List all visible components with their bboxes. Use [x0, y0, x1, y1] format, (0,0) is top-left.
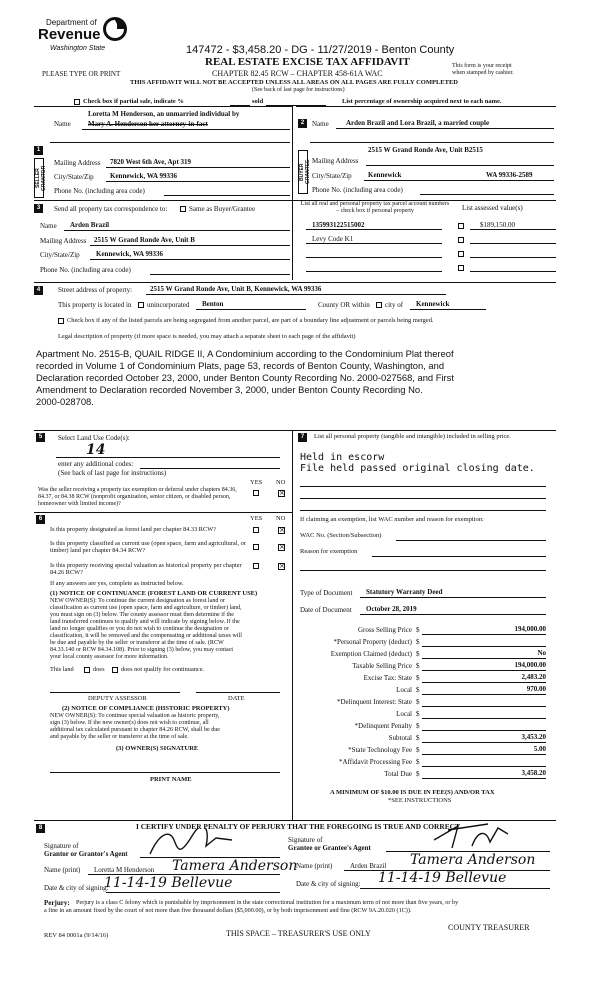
grantor-date-city-value: 11-14-19 Bellevue — [104, 875, 233, 891]
correspondence-city-value: Kennewick, WA 99336 — [96, 250, 163, 258]
tax-row-label: Local — [396, 686, 412, 694]
forest-q3: Is this property receiving special valuation as historical property per chapter 84.26 RCW? — [50, 562, 242, 576]
segregated-checkbox[interactable] — [58, 318, 64, 324]
unincorporated-label: unincorporated — [147, 301, 190, 309]
grantee-agent-signature: Tamera Anderson — [410, 852, 536, 868]
tax-row-currency: $ — [416, 758, 420, 766]
legal-description-line-5: 2000-028708. — [36, 396, 94, 407]
notice-continuance-line-5: land no longer qualifies or you do not wish to continue the designation or — [50, 626, 229, 632]
county-name-value: Benton — [202, 300, 224, 308]
treasurer-use-only: THIS SPACE – TREASURER'S USE ONLY — [226, 929, 371, 938]
partial-sale-checkbox[interactable] — [74, 99, 80, 105]
not-accepted-warning: THIS AFFIDAVIT WILL NOT BE ACCEPTED UNLESS ALL AREAS ON ALL PAGES ARE FULLY COMPLETED — [130, 79, 458, 86]
grantee-signature-scribble-icon — [428, 820, 528, 850]
grantee-name-print-label: Name (print) — [296, 862, 333, 870]
same-as-buyer-checkbox[interactable] — [180, 206, 186, 212]
partial-sale-label: Check box if partial sale, indicate % — [83, 98, 184, 105]
parcel-header: List all real and personal property tax parcel account numbers – check box if personal property — [300, 201, 450, 214]
seller-grantor-sidebar: SELLER GRANTOR — [34, 158, 44, 198]
grantor-date-city-label: Date & city of signing: — [44, 884, 109, 892]
parcel-number-2: Levy Code K1 — [312, 235, 354, 243]
tax-row-value: 194,000.00 — [514, 625, 546, 633]
if-yes-instruction: If any answers are yes, complete as instructed below. — [50, 580, 184, 587]
section-2-number: 2 — [298, 119, 307, 128]
print-name-label: PRINT NAME — [150, 776, 192, 783]
section-5-number: 5 — [36, 433, 45, 442]
list-percentage-note: List percentage of ownership acquired next to each name. — [342, 98, 502, 105]
minimum-fee-note: A MINIMUM OF $10.00 IS DUE IN FEE(S) AND/OR TAX — [330, 789, 495, 796]
does-not-label: does not qualify for continuance. — [121, 666, 205, 673]
tax-row-currency: $ — [416, 674, 420, 682]
dor-logo-mark-icon — [102, 16, 128, 42]
notice-continuance-line-9: your local county assessor for more information. — [50, 654, 169, 660]
unincorporated-checkbox[interactable] — [138, 302, 144, 308]
reason-exemption-label: Reason for exemption — [300, 548, 358, 555]
grantor-name-print-label: Name (print) — [44, 866, 81, 874]
receipt-note1: This form is your receipt — [452, 63, 512, 69]
notice-compliance-line-4: and payable by the seller or transferor at the time of sale. — [50, 734, 189, 740]
notice-compliance-line-2: sign (3) below. If the new owner(s) does not wish to continue, all — [50, 720, 209, 726]
section-7-number: 7 — [298, 433, 307, 442]
grantor-agent-signature: Tamera Anderson — [172, 858, 298, 874]
tax-row-label: Total Due — [384, 770, 412, 778]
tax-row-label: Local — [396, 710, 412, 718]
dor-logo — [40, 14, 132, 58]
document-type-value: Statutory Warranty Deed — [366, 588, 443, 596]
forest-q3-yes-checkbox[interactable] — [253, 563, 259, 569]
yes-header-5: YES — [250, 479, 263, 486]
no-header-5: NO — [276, 479, 286, 486]
seller-name-label: Name — [54, 120, 71, 128]
grantee-signature-label-1: Signature of — [288, 836, 323, 844]
wac-number-label: WAC No. (Section/Subsection) — [300, 532, 382, 539]
tax-row-currency: $ — [416, 626, 420, 634]
correspondence-name-label: Name — [40, 222, 57, 230]
document-date-value: October 28, 2019 — [366, 605, 417, 613]
buyer-address-line: 2515 W Grand Ronde Ave, Unit B2515 — [368, 146, 483, 154]
legal-description-line-4: Amendment to Declaration recorded November 3, 2000, under Benton County Recording No. — [36, 384, 423, 395]
seller-name-line1: Loretta M Henderson, an unmarried individual by — [88, 110, 240, 118]
personal-property-note-2: File held passed original closing date. — [300, 463, 535, 474]
seller-city-label: City/State/Zip — [54, 173, 94, 181]
recording-stamp: 147472 - $3,458.20 - DG - 11/27/2019 - Benton County — [186, 44, 455, 56]
form-revision: REV 84 0001a (9/14/16) — [44, 932, 109, 939]
correspondence-label: Send all property tax correspondence to: — [54, 205, 168, 213]
segregated-label: Check box if any of the listed parcels are being segregated from another parcel, are part of a boundary line adjustment or parcels being merged. — [67, 317, 434, 324]
same-as-buyer-label: Same as Buyer/Grantee — [189, 205, 256, 213]
agency-line3: Washington State — [50, 45, 106, 52]
notice-continuance-line-6: classification, it will be removed and the compensating or additional taxes will — [50, 633, 242, 639]
notice-continuance-line-3: you must sign on (3) below. The county assessor must then determine if the — [50, 612, 234, 618]
correspondence-mailing-value: 2515 W Grand Ronde Ave, Unit B — [94, 236, 195, 244]
tax-row-label: *Delinquent Penalty — [354, 722, 412, 730]
seller-mailing-label: Mailing Address — [54, 159, 101, 167]
exemption-no-checkbox-checked[interactable]: × — [279, 489, 285, 497]
grantor-signature-scribble[interactable] — [140, 828, 260, 858]
parcel-3-personal-checkbox[interactable] — [458, 251, 464, 257]
buyer-mailing-label: Mailing Address — [312, 157, 359, 165]
does-not-checkbox[interactable] — [112, 667, 118, 673]
seller-city-value: Kennewick, WA 99336 — [110, 172, 177, 180]
tax-row-value: 5.00 — [533, 745, 546, 753]
parcel-1-personal-checkbox[interactable] — [458, 223, 464, 229]
form-subtitle: CHAPTER 82.45 RCW – CHAPTER 458-61A WAC — [212, 69, 383, 78]
land-use-see-back: (See back of last page for instructions) — [58, 469, 167, 477]
grantor-name-print-value: Loretta M Henderson — [94, 866, 155, 874]
parcel-4-personal-checkbox[interactable] — [458, 265, 464, 271]
grantee-date-city-label: Date & city of signing: — [296, 880, 361, 888]
located-in-label: This property is located in — [58, 301, 132, 309]
see-back-instructions: (See back of last page for instructions) — [252, 87, 345, 93]
buyer-city-label: City/State/Zip — [312, 172, 352, 180]
grantor-signature-label-1: Signature of — [44, 842, 79, 850]
total-due-value: 3,458.20 — [521, 769, 546, 777]
grantor-signature-label-2: Grantor or Grantor's Agent — [44, 850, 128, 858]
tax-row-currency: $ — [416, 698, 420, 706]
tax-row-value: 3,453.20 — [521, 733, 546, 741]
does-label: does — [93, 666, 105, 673]
see-instructions-note: *SEE INSTRUCTIONS — [388, 797, 452, 804]
tax-row-label: *State Technology Fee — [348, 746, 412, 754]
correspondence-city-label: City/State/Zip — [40, 251, 80, 259]
grantee-date-city-value: 11-14-19 Bellevue — [378, 870, 507, 886]
forest-q1: Is this property designated as forest land per chapter 84.33 RCW? — [50, 526, 216, 533]
please-type: PLEASE TYPE OR PRINT — [42, 70, 121, 78]
seller-phone-label: Phone No. (including area code) — [54, 187, 145, 195]
section-8-number: 8 — [36, 824, 45, 833]
tax-row-currency: $ — [416, 734, 420, 742]
perjury-text-2: a fine in an amount fixed by the court of not more than five thousand dollars ($5,000.00), or by both imprisonment and fine (RCW 9A.20.020 (1C)). — [44, 907, 412, 914]
tax-row-currency: $ — [416, 650, 420, 658]
assessed-header: List assessed value(s) — [462, 204, 523, 212]
forest-q1-no-checkbox-checked[interactable]: × — [279, 526, 285, 534]
personal-property-note-1: Held in escorw — [300, 452, 385, 463]
parcel-2-personal-checkbox[interactable] — [458, 237, 464, 243]
exemption-wac-label: If claiming an exemption, list WAC number and reason for exemption: — [300, 516, 484, 523]
grantee-name-print-value: Arden Brazil — [350, 862, 387, 870]
street-label: Street address of property: — [58, 286, 133, 294]
seller-name-line2: Mary A. Henderson her attorney-in-fact — [88, 120, 208, 128]
correspondence-mailing-label: Mailing Address — [40, 237, 87, 245]
notice-continuance-line-1: NEW OWNER(S): To continue the current designation as forest land or — [50, 598, 226, 604]
correspondence-name-value: Arden Brazil — [70, 221, 110, 229]
seller-mailing-value: 7820 West 6th Ave, Apt 319 — [110, 158, 192, 166]
tax-row-label: Excise Tax: State — [363, 674, 412, 682]
forest-q3-no-checkbox-checked[interactable]: × — [279, 562, 285, 570]
form-title: REAL ESTATE EXCISE TAX AFFIDAVIT — [205, 56, 410, 68]
notice-compliance-line-3: additional tax calculated pursuant to chapter 84.26 RCW, shall be due — [50, 727, 221, 733]
section-6-number: 6 — [36, 515, 45, 524]
tax-row-currency: $ — [416, 710, 420, 718]
tax-row-label: *Delinquent Interest: State — [336, 698, 412, 706]
buyer-name-label: Name — [312, 120, 329, 128]
buyer-zip-value: WA 99336-2589 — [486, 171, 533, 179]
deputy-assessor-label: DEPUTY ASSESSOR — [88, 695, 147, 702]
notice-compliance-title: (2) NOTICE OF COMPLIANCE (HISTORIC PROPERTY) — [62, 705, 230, 712]
notice-compliance-line-1: NEW OWNER(S): To continue special valuation as historic property, — [50, 713, 220, 719]
does-checkbox[interactable] — [84, 667, 90, 673]
forest-q1-yes-checkbox[interactable] — [253, 527, 259, 533]
buyer-city-value: Kennewick — [368, 171, 402, 179]
street-value: 2515 W Grand Ronde Ave, Unit B, Kennewick, WA 99336 — [150, 285, 322, 293]
city-of-checkbox[interactable] — [376, 302, 382, 308]
city-name-value: Kennewick — [416, 300, 450, 308]
certify-statement: I CERTIFY UNDER PENALTY OF PERJURY THAT THE FOREGOING IS TRUE AND CORRECT. — [136, 822, 462, 831]
document-date-label: Date of Document — [300, 606, 352, 614]
grantee-signature-scribble[interactable] — [428, 820, 528, 850]
tax-row-value: No — [537, 649, 546, 657]
tax-row-label: Taxable Selling Price — [352, 662, 412, 670]
section-1-number: 1 — [34, 146, 43, 155]
parcel-number-1: 135993122515002 — [312, 221, 365, 229]
forest-q2-yes-checkbox[interactable] — [253, 544, 259, 550]
owner-signature-label: (3) OWNER(S) SIGNATURE — [116, 745, 199, 752]
city-of-label: city of — [385, 301, 404, 309]
tax-row-currency: $ — [416, 638, 420, 646]
perjury-text-1: Perjury is a class C felony which is punishable by imprisonment in the state correctional institution for a maximum term of not more than five years, or by — [76, 899, 459, 906]
notice-continuance-line-4: land transferred continues to qualify and will indicate by signing below. If the — [50, 619, 240, 625]
correspondence-phone-label: Phone No. (including area code) — [40, 266, 131, 274]
buyer-name-value: Arden Brazil and Lora Brazil, a married couple — [346, 119, 490, 127]
deputy-date-label: DATE — [228, 695, 245, 702]
agency-line1: Department of — [46, 18, 97, 27]
land-use-label: Select Land Use Code(s): — [58, 434, 130, 442]
assessed-value-1: $189,150.00 — [480, 221, 515, 229]
forest-q2-no-checkbox-checked[interactable]: × — [279, 543, 285, 551]
personal-property-label: List all personal property (tangible and intangible) included in selling price. — [314, 433, 511, 440]
grantee-signature-label-2: Grantee or Grantee's Agent — [288, 844, 371, 852]
legal-description-line-2: recorded in Volume 1 of Condominium Plats, page 53, records of Benton County, Washington, and — [36, 360, 445, 371]
legal-description-label: Legal description of property (if more space is needed, you may attach a separate sheet to each page of the affidavit) — [58, 333, 356, 340]
perjury-label: Perjury: — [44, 899, 70, 907]
yes-header-6: YES — [250, 515, 263, 522]
land-use-code-value: 14 — [86, 442, 106, 458]
tax-row-label: *Personal Property (deduct) — [333, 638, 412, 646]
notice-continuance-line-2: classification as current use (open space, farm and agriculture, or timber) land, — [50, 605, 242, 611]
tax-row-currency: $ — [416, 770, 420, 778]
tax-row-label: Exemption Claimed (deduct) — [330, 650, 412, 658]
tax-row-value: 2,483.20 — [521, 673, 546, 681]
tax-row-value: 194,000.00 — [514, 661, 546, 669]
notice-continuance-line-8: 84.33.140 or RCW 84.34.108). Prior to signing (3) below, you may contact — [50, 647, 234, 653]
no-header-6: NO — [276, 515, 286, 522]
sold-label: sold — [252, 98, 264, 105]
buyer-phone-label: Phone No. (including area code) — [312, 186, 403, 194]
tax-row-label: Gross Selling Price — [357, 626, 412, 634]
receipt-note2: when stamped by cashier. — [452, 70, 514, 76]
legal-description-line-3: Declaration recorded October 23, 2000, under Benton County Recording No. 2000-027568, and First — [36, 372, 454, 383]
tax-row-currency: $ — [416, 686, 420, 694]
section-3-number: 3 — [34, 204, 43, 213]
tax-row-currency: $ — [416, 722, 420, 730]
legal-description-line-1: Apartment No. 2515-B, QUAIL RIDGE II, A Condominium according to the Condominium Plat thereof — [36, 348, 454, 359]
additional-codes-label: enter any additional codes: — [58, 460, 134, 468]
tax-row-currency: $ — [416, 662, 420, 670]
document-type-label: Type of Document — [300, 589, 353, 597]
tax-row-currency: $ — [416, 746, 420, 754]
buyer-grantee-sidebar: BUYER GRANTEE — [298, 150, 308, 194]
this-land-label: This land — [50, 666, 74, 673]
notice-continuance-line-7: be due and payable by the seller or transferor at the time of sale. (RCW — [50, 640, 224, 646]
tax-row-value: 970.00 — [526, 685, 546, 693]
exemption-question: Was the seller receiving a property tax exemption or deferral under chapters 84.36, 84.37, or 84.38 RCW (nonprofit organization, senior citizen, or disabled person, homeowner with limited income)? — [38, 487, 237, 507]
forest-q2: Is this property classified as current use (open space, farm and agricultural, or timber) land per chapter 84.34 RCW? — [50, 540, 246, 554]
tax-row-label: Subtotal — [388, 734, 412, 742]
notice-continuance-title: (1) NOTICE OF CONTINUANCE (FOREST LAND OR CURRENT USE) — [50, 590, 258, 597]
tax-row-label: *Affidavit Processing Fee — [339, 758, 412, 766]
county-treasurer-label: COUNTY TREASURER — [448, 923, 530, 932]
grantor-signature-scribble-icon — [140, 828, 260, 858]
exemption-yes-checkbox[interactable] — [253, 490, 259, 496]
agency-line2: Revenue — [38, 26, 101, 43]
county-or-within: County OR within — [318, 301, 370, 309]
section-4-number: 4 — [34, 286, 43, 295]
